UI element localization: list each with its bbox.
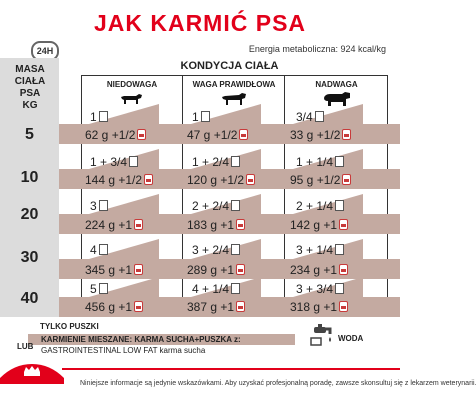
can-icon: [339, 264, 348, 275]
wet-portion-text: 224 g +1: [85, 218, 133, 232]
dry-portion-text: 3 + 3/4: [296, 282, 334, 296]
dry-portion: [192, 155, 240, 169]
wet-portion-text: 289 g +1: [187, 263, 235, 277]
wet-portion: [187, 218, 245, 232]
dry-portion-text: 4 + 1/4: [192, 282, 230, 296]
can-icon: [342, 174, 351, 185]
wet-portion-text: 183 g +1: [187, 218, 235, 232]
cans-only-label: TYLKO PUSZKI: [40, 322, 99, 331]
can-icon: [246, 174, 255, 185]
dry-food-box-icon: [99, 283, 108, 294]
wet-portion-text: 120 g +1/2: [187, 173, 245, 187]
category-label-normal: WAGA PRAWIDŁOWA: [192, 80, 276, 89]
dry-portion-text: 1 + 1/4: [296, 155, 334, 169]
wet-portion-text: 318 g +1: [290, 300, 338, 314]
dry-portion-text: 1 + 2/4: [192, 155, 230, 169]
energy-label: Energia metaboliczna: 924 kcal/kg: [248, 44, 386, 54]
dry-portion-text: 3: [90, 199, 97, 213]
wet-portion: [290, 300, 348, 314]
weight-label: 20: [20, 206, 39, 223]
wet-portion-text: 456 g +1: [85, 300, 133, 314]
weight-header-line: MASA CIAŁA: [14, 64, 46, 87]
dry-portion-text: 2 + 2/4: [192, 199, 230, 213]
can-icon: [236, 219, 245, 230]
dry-portion-text: 2 + 1/4: [296, 199, 334, 213]
can-icon: [342, 129, 351, 140]
dry-food-box-icon: [201, 111, 210, 122]
can-icon: [236, 301, 245, 312]
weight-label: 40: [20, 290, 39, 307]
wet-portion: [85, 300, 143, 314]
wet-portion: [290, 173, 351, 187]
can-icon: [339, 301, 348, 312]
wet-portion-text: 234 g +1: [290, 263, 338, 277]
weight-label: 5: [25, 126, 34, 143]
can-icon: [134, 264, 143, 275]
wet-portion-text: 95 g +1/2: [290, 173, 341, 187]
wet-portion-text: 387 g +1: [187, 300, 235, 314]
dry-portion: [192, 110, 210, 124]
dry-food-name: GASTROINTESTINAL LOW FAT karma sucha: [41, 346, 206, 355]
dry-portion: [90, 243, 108, 257]
wet-portion: [290, 128, 351, 142]
wet-portion: [85, 263, 143, 277]
wet-portion-text: 33 g +1/2: [290, 128, 341, 142]
wet-portion: [187, 173, 255, 187]
wet-portion-text: 142 g +1: [290, 218, 338, 232]
weight-column-header: [2, 64, 58, 112]
dry-portion: [296, 199, 344, 213]
row-wedge: [59, 104, 400, 124]
dry-portion: [296, 155, 344, 169]
footer-divider: [62, 368, 400, 370]
dry-food-box-icon: [335, 200, 344, 211]
weight-header-line: PSA: [19, 88, 41, 99]
dry-portion-text: 1: [192, 110, 199, 124]
dry-portion-text: 3/4: [296, 110, 313, 124]
clock-24h-icon: 24H: [31, 41, 59, 61]
dry-portion-text: 5: [90, 282, 97, 296]
royal-canin-crown-icon: [0, 358, 64, 384]
dry-food-box-icon: [99, 244, 108, 255]
wet-portion-text: 345 g +1: [85, 263, 133, 277]
wet-portion: [187, 263, 245, 277]
wet-portion: [187, 300, 245, 314]
dry-portion-text: 4: [90, 243, 97, 257]
dog-icon: [118, 91, 144, 105]
dry-food-box-icon: [315, 111, 324, 122]
condition-header: KONDYCJA CIAŁA: [180, 60, 279, 72]
water-label: WODA: [338, 334, 364, 343]
dry-portion: [192, 199, 240, 213]
dry-portion: [90, 282, 108, 296]
dry-food-box-icon: [231, 200, 240, 211]
dry-portion-text: 1 + 3/4: [90, 155, 128, 169]
dry-portion: [90, 110, 108, 124]
dry-food-box-icon: [129, 156, 138, 167]
wet-portion: [85, 173, 153, 187]
wet-portion-text: 62 g +1/2: [85, 128, 136, 142]
dry-food-box-icon: [99, 200, 108, 211]
dry-portion: [90, 155, 138, 169]
wet-portion: [187, 128, 248, 142]
can-icon: [236, 264, 245, 275]
wet-portion-text: 144 g +1/2: [85, 173, 143, 187]
dry-portion: [296, 243, 344, 257]
or-label: LUB: [17, 342, 34, 351]
can-icon: [134, 219, 143, 230]
dry-food-box-icon: [99, 111, 108, 122]
dry-portion: [192, 282, 240, 296]
weight-label: 10: [20, 169, 39, 186]
dry-portion: [296, 282, 344, 296]
dry-food-box-icon: [231, 244, 240, 255]
can-icon: [134, 301, 143, 312]
dry-portion: [192, 243, 240, 257]
dry-portion: [296, 110, 324, 124]
dry-portion: [90, 199, 108, 213]
dry-food-box-icon: [335, 283, 344, 294]
wet-portion: [290, 218, 348, 232]
dry-food-box-icon: [231, 156, 240, 167]
wet-portion: [85, 218, 143, 232]
category-label-underweight: NIEDOWAGA: [106, 80, 158, 89]
wet-portion-text: 47 g +1/2: [187, 128, 238, 142]
wet-portion: [290, 263, 348, 277]
can-icon: [339, 219, 348, 230]
dry-portion-text: 3 + 2/4: [192, 243, 230, 257]
page-title: JAK KARMIĆ PSA: [93, 10, 307, 36]
dry-portion-text: 1: [90, 110, 97, 124]
dry-food-box-icon: [335, 244, 344, 255]
dry-food-box-icon: [335, 156, 344, 167]
category-label-overweight: NADWAGA: [315, 80, 358, 89]
water-tap-icon: [308, 323, 334, 347]
disclaimer-text: Niniejsze informacje są jedynie wskazówkami. Aby uzyskać profesjonalną poradę, zawsze skonsultuj się z lekarzem weterynarii.: [80, 380, 476, 387]
can-icon: [144, 174, 153, 185]
can-icon: [239, 129, 248, 140]
can-icon: [137, 129, 146, 140]
mixed-feeding-label: KARMIENIE MIESZANE: KARMA SUCHA+PUSZKA z:: [41, 335, 241, 344]
wet-portion: [85, 128, 146, 142]
dry-portion-text: 3 + 1/4: [296, 243, 334, 257]
weight-label: 30: [20, 249, 39, 266]
weight-header-line: KG: [22, 100, 38, 111]
dry-food-box-icon: [231, 283, 240, 294]
